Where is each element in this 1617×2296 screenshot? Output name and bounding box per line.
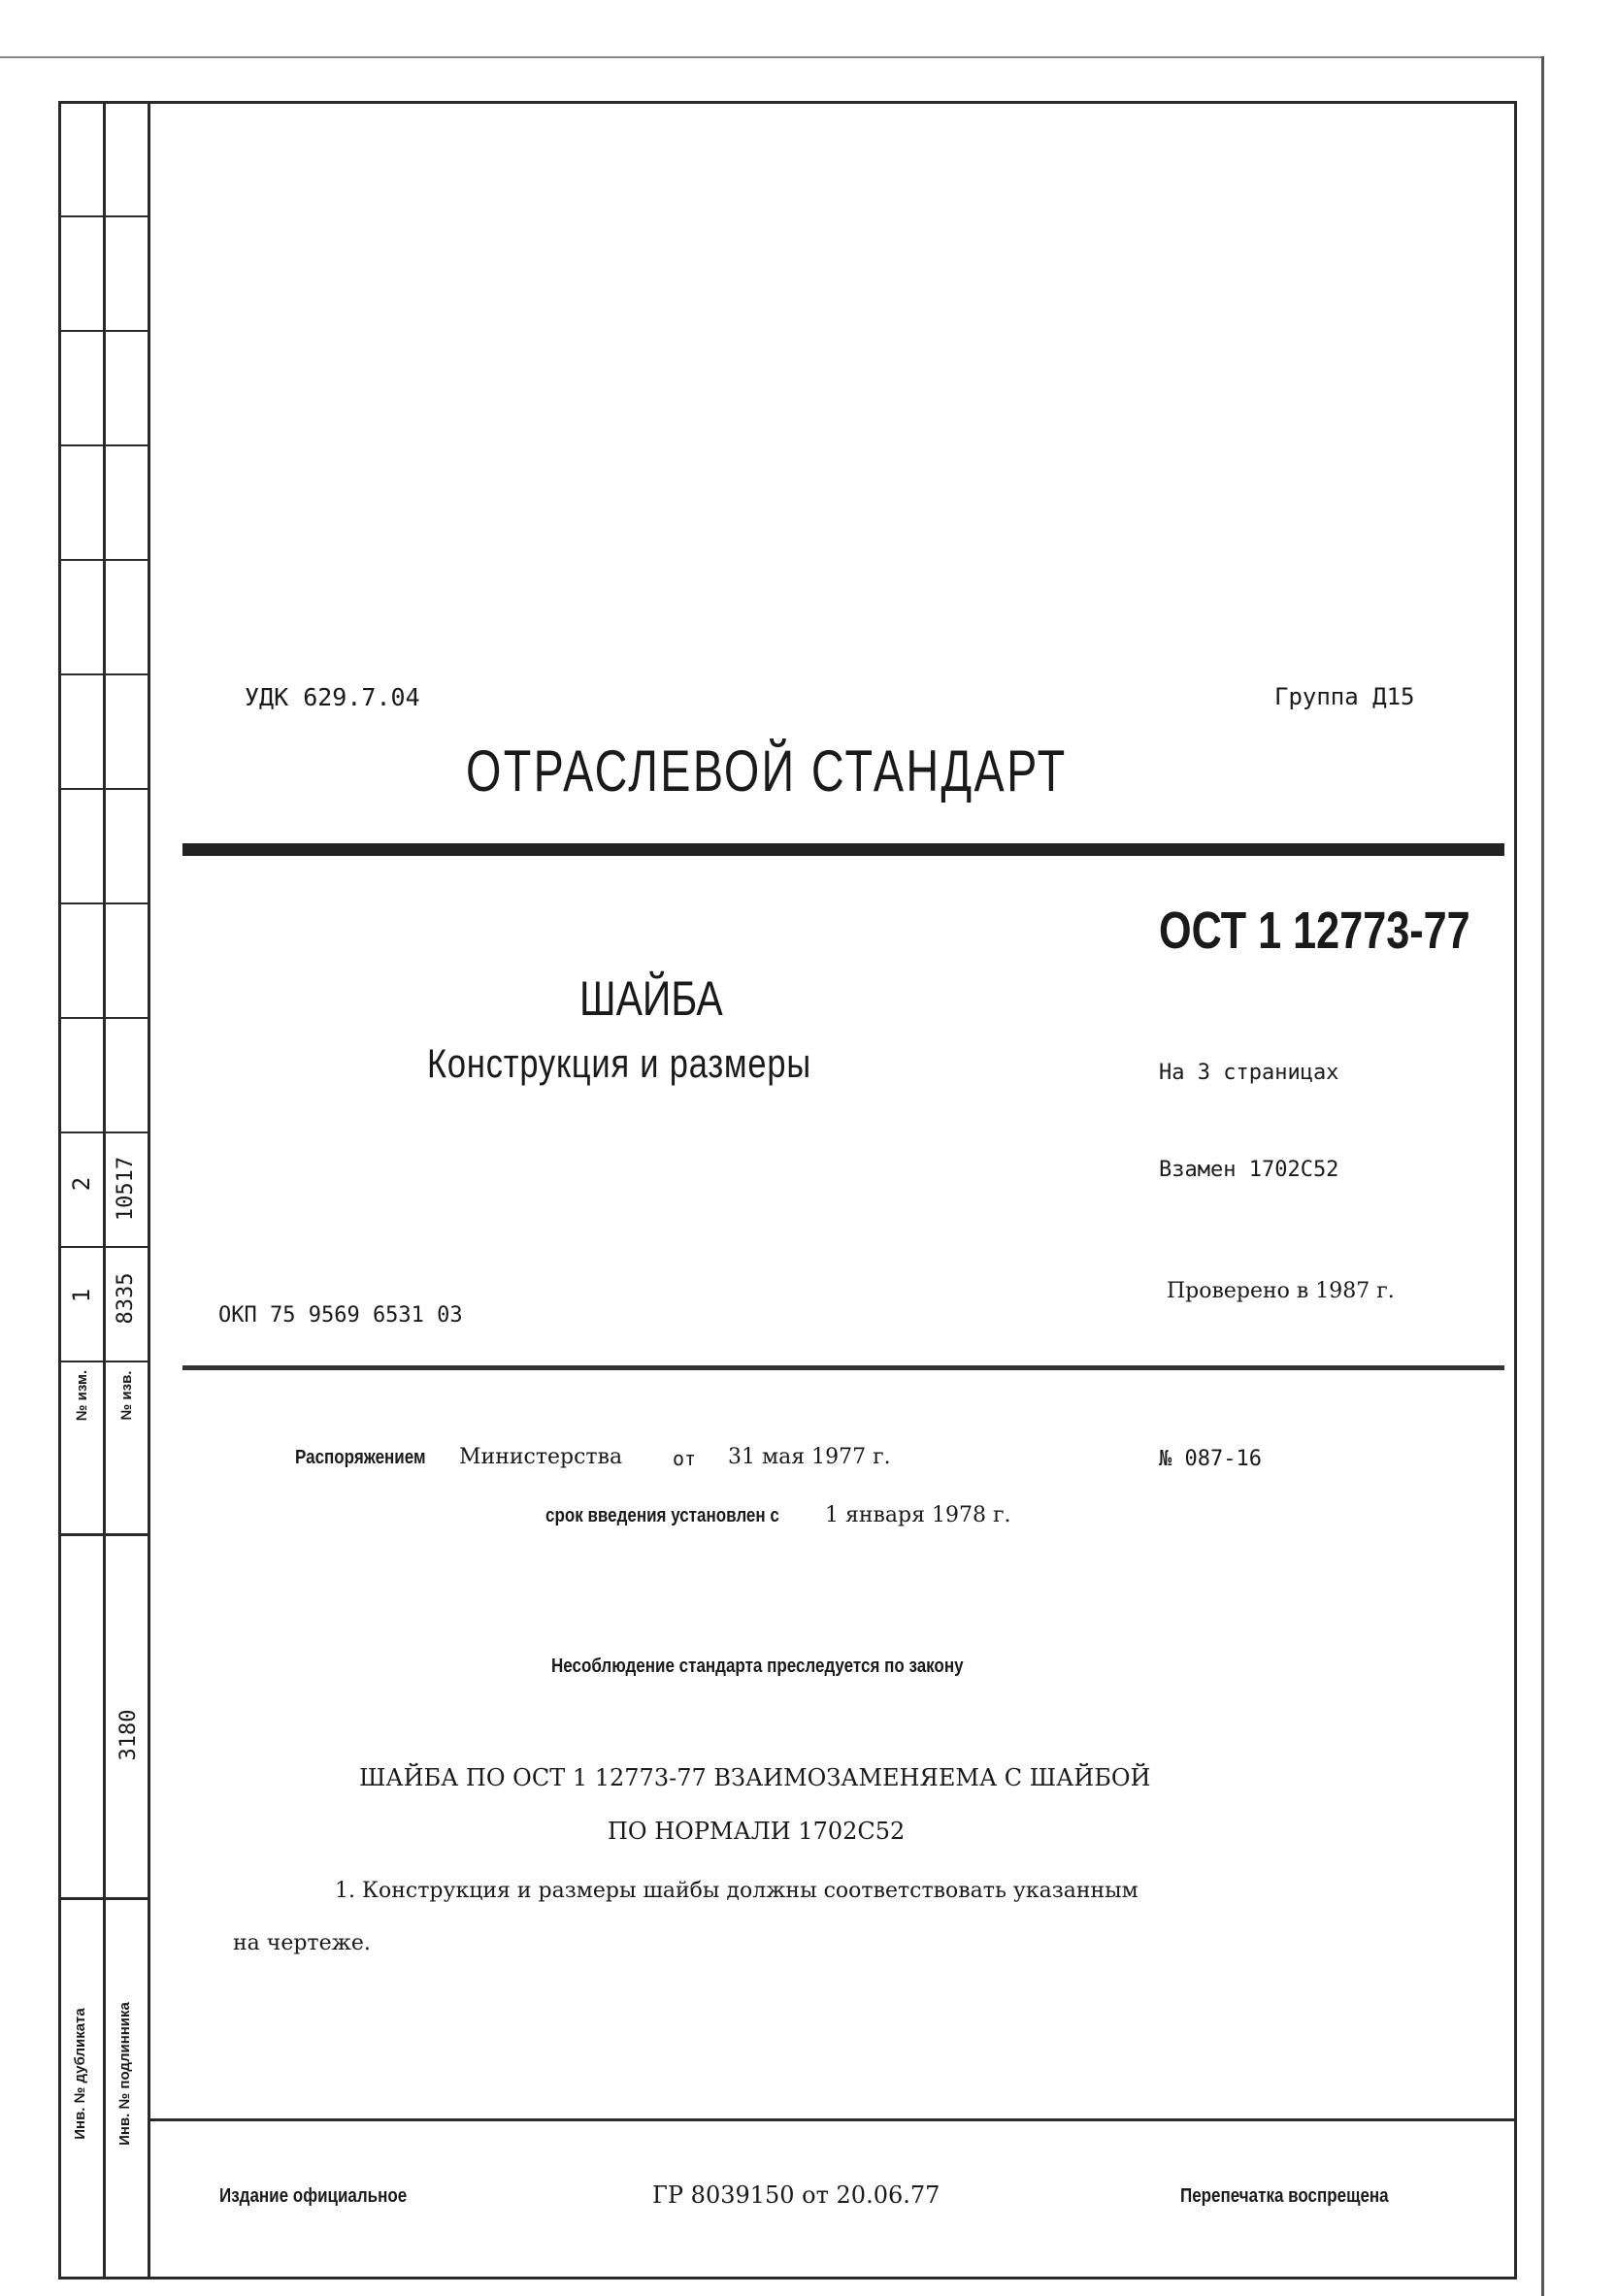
sidebar-row-line <box>58 1897 149 1900</box>
sidebar-row-line <box>58 788 149 790</box>
product-subtitle: Конструкция и размеры <box>427 1040 811 1086</box>
standard-number: ОСТ 1 12773-77 <box>1159 902 1470 960</box>
notice-number-2: 10517 <box>114 1156 138 1222</box>
sidebar-row-line <box>58 330 149 332</box>
section-rule <box>182 1365 1504 1370</box>
sidebar-row-line <box>58 559 149 561</box>
interchange-line-1: ШАЙБА ПО ОСТ 1 12773-77 ВЗАИМОЗАМЕНЯЕМА С ШАЙБОЙ <box>359 1764 1151 1791</box>
edition-label: Издание официальное <box>219 2185 408 2207</box>
sidebar-divider-2 <box>148 101 150 2280</box>
page-border-top <box>0 56 1543 58</box>
change-number-2: 2 <box>68 1176 95 1192</box>
sidebar-row-line <box>58 1017 149 1019</box>
interchange-line-2: ПО НОРМАЛИ 1702С52 <box>608 1818 906 1845</box>
replaces-standard: Взамен 1702С52 <box>1159 1158 1339 1182</box>
order-prefix: Распоряжением <box>295 1447 426 1468</box>
order-number: № 087-16 <box>1159 1447 1262 1471</box>
sidebar-row-line <box>58 673 149 675</box>
product-name: ШАЙБА <box>579 971 723 1026</box>
registration-number: ГР 8039150 от 20.06.77 <box>652 2181 940 2209</box>
sidebar-divider-1 <box>103 101 106 2280</box>
frame-top <box>58 101 1514 104</box>
notice-number-1: 8335 <box>114 1272 138 1325</box>
sidebar-row-line <box>58 1246 149 1248</box>
paragraph-1-line-1: 1. Конструкция и размеры шайбы должны соответствовать указанным <box>335 1879 1138 1903</box>
effective-label: срок введения установлен с <box>545 1505 779 1526</box>
document-title: ОТРАСЛЕВОЙ СТАНДАРТ <box>466 738 1068 804</box>
udk-code: УДК 629.7.04 <box>245 683 420 711</box>
sidebar-row-line <box>58 215 149 217</box>
page-border-right <box>1541 56 1544 2296</box>
change-number-1: 1 <box>68 1288 95 1303</box>
change-no-label: № изм. <box>74 1369 90 1422</box>
notice-no-label: № изв. <box>118 1370 135 1421</box>
reprint-notice: Перепечатка воспрещена <box>1180 2185 1389 2207</box>
order-date: 31 мая 1977 г. <box>728 1445 891 1469</box>
inventory-number: 3180 <box>116 1709 141 1761</box>
page-count: На 3 страницах <box>1159 1061 1339 1085</box>
paragraph-1-line-2: на чертеже. <box>233 1931 371 1955</box>
frame-left <box>58 101 61 2280</box>
sidebar-row-line <box>58 902 149 904</box>
sidebar-row-line <box>58 1533 149 1536</box>
duplicate-inventory-label: Инв. № дубликата <box>72 2008 88 2140</box>
footer-rule <box>148 2118 1517 2121</box>
okp-code: ОКП 75 9569 6531 03 <box>218 1303 463 1328</box>
group-code: Группа Д15 <box>1274 683 1415 710</box>
order-from: от <box>673 1447 697 1470</box>
frame-bottom <box>58 2277 1517 2280</box>
frame-right <box>1514 101 1517 2280</box>
checked-date: Проверено в 1987 г. <box>1167 1279 1395 1303</box>
law-notice: Несоблюдение стандарта преследуется по закону <box>551 1656 964 1677</box>
sidebar-row-line <box>58 444 149 446</box>
ministry-label: Министерства <box>459 1445 623 1469</box>
original-inventory-label: Инв. № подлинника <box>116 2002 133 2146</box>
title-rule <box>182 843 1504 856</box>
sidebar-row-line <box>58 1132 149 1133</box>
effective-date: 1 января 1978 г. <box>825 1503 1011 1527</box>
